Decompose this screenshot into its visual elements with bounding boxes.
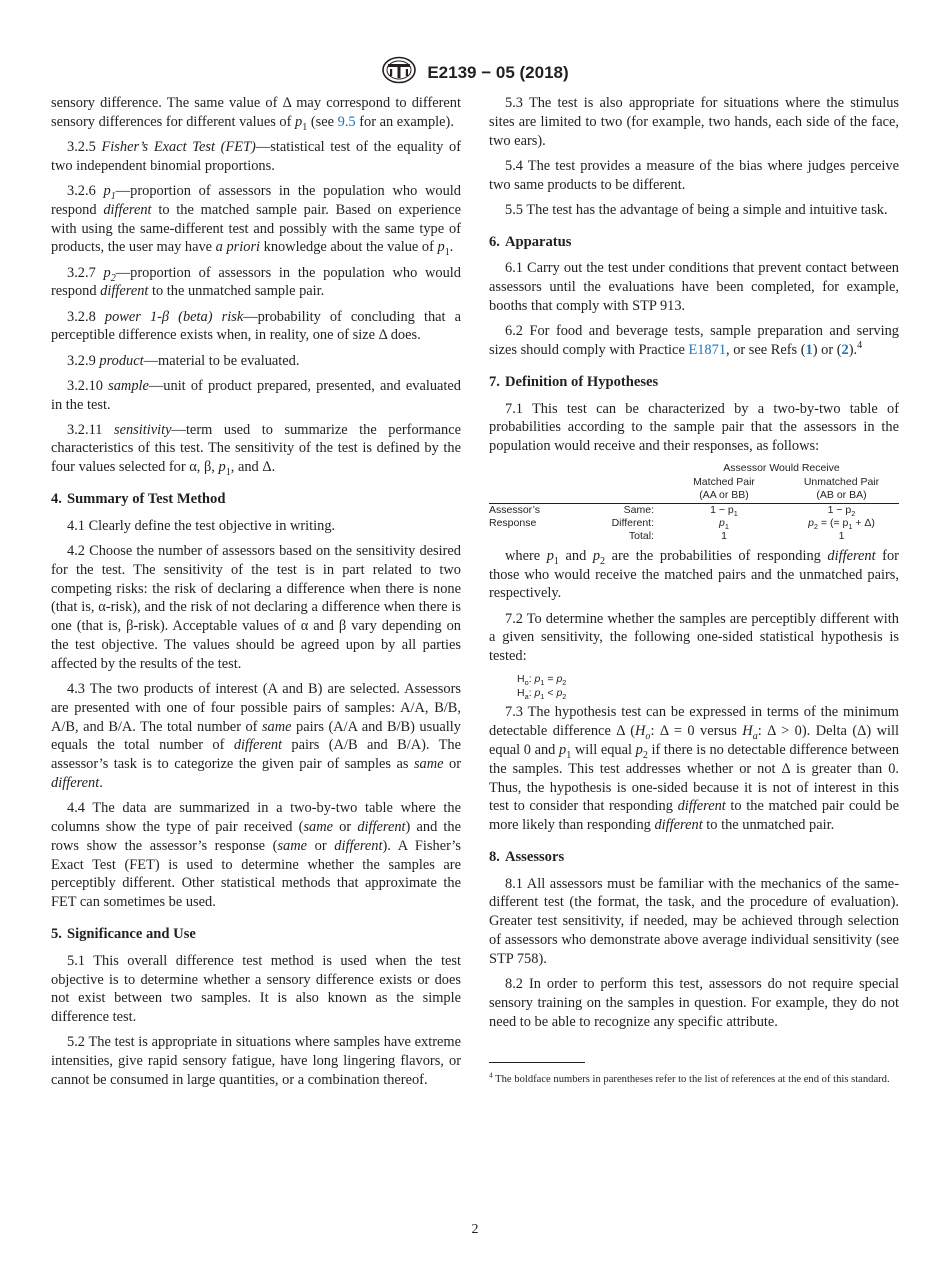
ref-link-2[interactable]: 2 (841, 341, 849, 358)
null-hypothesis: $H_o$: $p_1 = p_2$ (517, 673, 567, 688)
table-col-sub-unmatched: (AB or BA) (784, 489, 899, 503)
table-top-header: Assessor Would Receive (723, 462, 840, 475)
table-col-sub-matched: (AA or BB) (664, 489, 784, 503)
hypotheses (517, 672, 899, 700)
table-row: Assessor’s Same: $1 - p_1$ $1 - p_2$ (489, 503, 856, 518)
section-5-2: 5.2 The test is appropriate in situations where samples have extreme intensities, give rapid sensory fatigue, have long lingering flavors, or cannot be consumed in large quantities, or a combination thereof. (51, 1034, 461, 1088)
heading-section-8: 8. Assessors (489, 848, 565, 865)
link-9-5[interactable]: 9.5 (337, 113, 356, 130)
section-5-1: 5.1 This overall difference test method is used when the test objective is to determine whether a sensory difference exists or does not exist between two samples. It is also known as the simple difference test. (51, 952, 461, 1026)
section-3-2-9: 3.2.9 product—material to be evaluated. (67, 352, 300, 369)
astm-logo-icon (381, 56, 417, 89)
section-7-1: 7.1 This test can be characterized by a two-by-two table of probabilities according to the sample pair that the assessors in the population would receive and their responses, as follows: (489, 400, 899, 455)
table-explanation: where $p_1$ and $p_2$ are the probabilities of responding different for those who would receive the matched pairs and the unmatched pairs, respectively. (489, 547, 899, 602)
heading-section-7: 7. Definition of Hypotheses (489, 373, 659, 390)
table-col-header-matched: Matched Pair (693, 475, 755, 488)
right-column (489, 94, 899, 1087)
section-4-3: 4.3 The two products of interest (A and B) are selected. Assessors are presented with one of four possible pairs of samples: A/A, B/B, A/B, and B/A. The total number of same pairs (A/A and B/B) usually equals the total number of different pairs (A/B and B/A). The assessor’s task is to categorize the given pair of samples as same or different. (51, 681, 462, 792)
table-col-header-unmatched: Unmatched Pair (803, 475, 880, 488)
section-3-2-5: 3.2.5 Fisher’s Exact Test (FET)—statistical test of the equality of two independent binomial proportions. (51, 138, 462, 174)
footnote-divider (489, 1062, 585, 1063)
ref-link-1[interactable]: 1 (805, 341, 813, 358)
section-7-3: 7.3 The hypothesis test can be expressed in terms of the minimum detectable difference Δ ($H_o$: Δ = 0 versus $H_a$: Δ > 0). Delta (Δ) will equal 0 and $p_1$ will equal $p_2$ if there is no detectable difference between the samples. This test addresses whether or not Δ is greater than 0. Thus, the hypothesis is one-sided because it is not of interest in this test to consider that responding different to the matched pair could be more likely than responding different to the unmatched pair. (489, 704, 900, 834)
section-5-5: 5.5 The test has the advantage of being a simple and intuitive task. (505, 201, 888, 218)
table-row: Total: 1 1 (628, 530, 845, 543)
probability-table (489, 462, 899, 543)
link-e1871[interactable]: E1871 (688, 341, 727, 358)
section-6-2: 6.2 For food and beverage tests, sample preparation and serving sizes should comply with Practice E1871, or see Refs (1) or (2).$^4$ (489, 323, 899, 358)
section-8-2: 8.2 In order to perform this test, assessors do not require special sensory training on the samples in question. For example, they do not need to be able to recognize any specific attribute. (489, 976, 899, 1030)
footnote-ref-4[interactable]: 4 (857, 340, 863, 352)
section-5-3: 5.3 The test is also appropriate for situations where the stimulus sites are limited to two (for example, two hands, each side of the face, two ears). (489, 95, 899, 149)
section-3-2-7: 3.2.7 $p_2—proportion$ of assessors in the population who would respond different to the unmatched sample pair. (51, 264, 461, 300)
page-number: 2 (471, 1222, 479, 1237)
heading-section-6: 6. Apparatus (489, 233, 572, 250)
section-3-2-11: 3.2.11 sensitivity—term used to summarize the performance characteristics of this test. The sensitivity of the test is defined by the four values selected for α, β, $p_1$, and Δ. (51, 421, 461, 479)
section-4-1: 4.1 Clearly define the test objective in writing. (67, 517, 336, 534)
heading-section-4: 4. Summary of Test Method (51, 491, 226, 508)
section-4-2: 4.2 Choose the number of assessors based on the sensitivity desired for the test. The sensitivity of the test is in part related to two competing risks: the risk of declaring a difference when there is none (that is, α-risk), and the risk of not declaring a difference when there is one (that is, β-risk). Acceptable values of α and β vary depending on the test objective. The values should be agreed upon by all parties affected by the results of the test. (51, 543, 461, 672)
section-8-1: 8.1 All assessors must be familiar with the mechanics of the same-different test (the format, the task, and the procedure of evaluation). Greater test sensitivity, if needed, may be achieved through selection of assessors who demonstrate above average individual sensitivity (see STP 758). (489, 875, 899, 967)
left-column (51, 94, 461, 1096)
section-5-4: 5.4 The test provides a measure of the bias where judges perceive two same products to be different. (489, 157, 899, 193)
alternative-hypothesis: $H_a$: $p_1 < p_2$ (517, 687, 567, 702)
heading-section-5: 5. Significance and Use (51, 925, 196, 942)
section-3-2-6: 3.2.6 $p_1—proportion$ of assessors in the population who would respond different to the matched sample pair. Based on experience with using the same-different test and possibly with the same type of products, the user may have a priori knowledge about the value of $p_1$. (51, 182, 461, 259)
section-4-4: 4.4 The data are summarized in a two-by-two table where the columns show the type of pair received (same or different) and the rows show the assessor’s response (same or different). A Fisher’s Exact Test (FET) is used to determine whether the samples are perceptibly different. Other statistical methods that approximate the FET can sometimes be used. (51, 800, 462, 911)
section-3-2-10: 3.2.10 sample—unit of product prepared, presented, and evaluated in the test. (51, 377, 462, 413)
paragraph-continued: sensory difference. The same value of Δ may correspond to different sensory differences for different values of $p_1$ (see 9.5 for an example). (51, 95, 461, 133)
table-row: Response Different: $p_1$ $p_2$ = (= $p_1 + \Delta$) (489, 516, 875, 532)
page-header (0, 56, 950, 86)
section-6-1: 6.1 Carry out the test under conditions that prevent contact between assessors until the evaluations have been completed, for example, booths that comply with STP 913. (489, 260, 899, 314)
footnote-4: $^4$ The boldface numbers in parentheses refer to the list of references at the end of this standard. (489, 1070, 890, 1086)
standard-designation: E2139 − 05 (2018) (427, 62, 569, 82)
section-7-2: 7.2 To determine whether the samples are perceptibly different with a given sensitivity, the following one-sided statistical hypothesis is tested: (489, 610, 899, 665)
section-3-2-8: 3.2.8 power 1-β (beta) risk—probability of concluding that a perceptible difference exists when, in reality, one of size Δ does. (51, 308, 461, 344)
